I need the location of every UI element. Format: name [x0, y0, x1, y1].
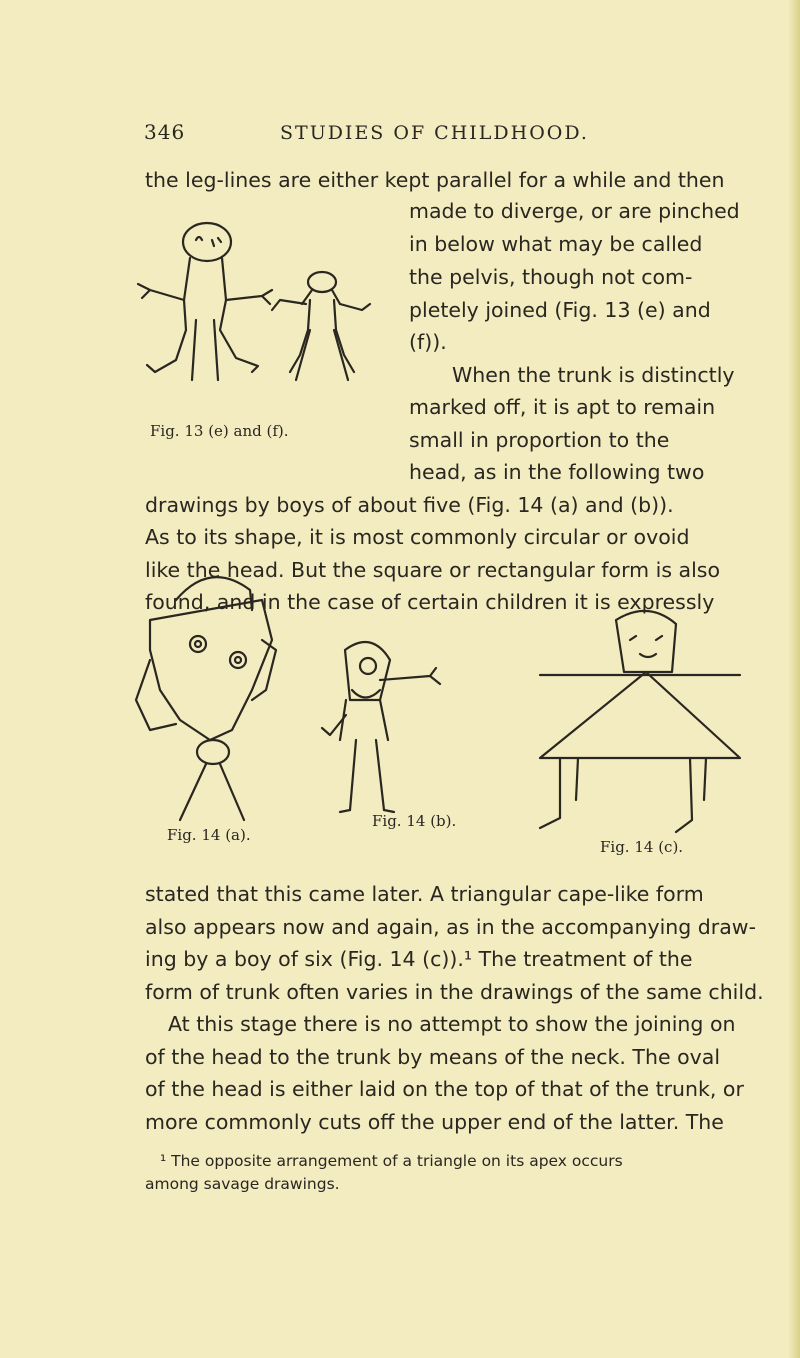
text-line: found, and in the case of certain children it is expressly: [145, 590, 715, 614]
text-line: of the head is either laid on the top of that of the trunk, or: [145, 1077, 744, 1101]
fig14a-caption: Fig. 14 (a).: [167, 826, 251, 844]
fig14a-figure: [136, 577, 276, 820]
text-line: pletely joined (Fig. 13 (e) and: [409, 298, 711, 322]
text-line: head, as in the following two: [409, 460, 705, 484]
text-line: more commonly cuts off the upper end of the latter. The: [145, 1110, 724, 1134]
text-line: As to its shape, it is most commonly circular or ovoid: [145, 525, 690, 549]
page-number: 346: [144, 120, 186, 144]
fig13-caption: Fig. 13 (e) and (f).: [150, 422, 289, 440]
footnote-line: ¹ The opposite arrangement of a triangle on its apex occurs: [160, 1152, 623, 1170]
running-title: STUDIES OF CHILDHOOD.: [280, 122, 589, 144]
text-line: stated that this came later. A triangular cape-like form: [145, 882, 704, 906]
text-line: the leg-lines are either kept parallel for a while and then: [145, 168, 725, 192]
text-line: the pelvis, though not com-: [409, 265, 693, 289]
text-line: drawings by boys of about five (Fig. 14 (a) and (b)).: [145, 493, 674, 517]
text-line: small in proportion to the: [409, 428, 670, 452]
fig14b-caption: Fig. 14 (b).: [372, 812, 457, 830]
text-line: made to diverge, or are pinched: [409, 199, 740, 223]
text-line: form of trunk often varies in the drawings of the same child.: [145, 980, 764, 1004]
text-line: also appears now and again, as in the accompanying draw-: [145, 915, 756, 939]
text-line: marked off, it is apt to remain: [409, 395, 716, 419]
text-line: like the head. But the square or rectangular form is also: [145, 558, 720, 582]
text-line: ing by a boy of six (Fig. 14 (c)).¹ The treatment of the: [145, 947, 693, 971]
fig14c-caption: Fig. 14 (c).: [600, 838, 684, 856]
fig14b-figure: [322, 642, 440, 812]
text-line: At this stage there is no attempt to show the joining on: [168, 1012, 736, 1036]
text-line: When the trunk is distinctly: [452, 363, 735, 387]
text-line: in below what may be called: [409, 232, 703, 256]
text-line: of the head to the trunk by means of the neck. The oval: [145, 1045, 721, 1069]
fig14c-figure: [540, 611, 740, 832]
footnote-line: among savage drawings.: [145, 1175, 340, 1193]
text-line: (f)).: [409, 330, 447, 354]
